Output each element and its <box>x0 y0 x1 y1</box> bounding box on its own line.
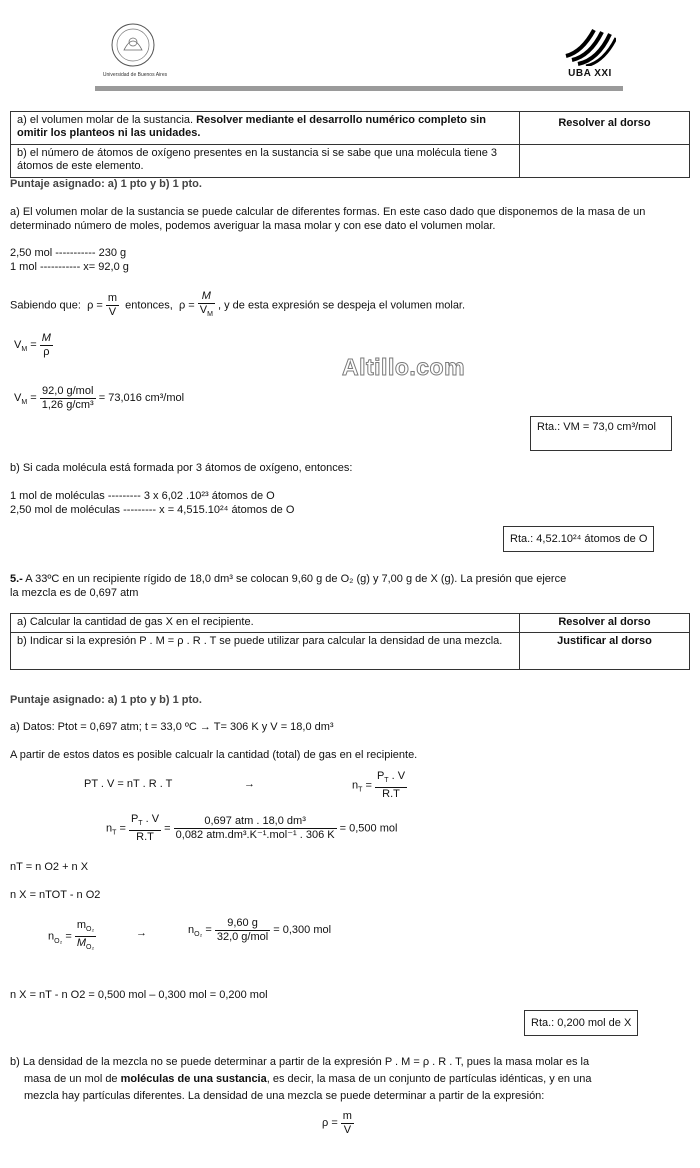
density-formula: ρ = $\frac{m}{V}$ <box>322 1109 352 1136</box>
section-a-intro: a) El volumen molar de la sustancia se puede calcular de diferentes formas. En este caso dado que disponemos de la masa de un determinado número de moles, podemos averiguar la masa molar y con ese dato el volumen molar. <box>10 206 646 232</box>
watermark: Altillo.com <box>342 354 466 380</box>
answer-box-nx: Rta.: 0,200 mol de X <box>524 1010 638 1036</box>
score-note-1: Puntaje asignado: a) 1 pto y b) 1 pto. <box>10 178 202 190</box>
table-cell-action: Resolver al dorso <box>520 112 690 145</box>
table-cell-action: Resolver al dorso <box>520 614 690 633</box>
nx-calculation: n X = nT - n O2 = 0,500 mol – 0,300 mol = 0,200 mol <box>10 989 268 1001</box>
atoms-line-2: 2,50 mol de moléculas --------- x = 4,515.10²⁴ átomos de O <box>10 504 295 516</box>
table-cell-action <box>520 145 690 178</box>
question-5-statement-cont: la mezcla es de 0,697 atm <box>10 587 139 599</box>
section-b-intro: b) Si cada molécula está formada por 3 átomos de oxígeno, entonces: <box>10 462 353 474</box>
table-cell: b) Indicar si la expresión P . M = ρ . R . T se puede utilizar para calcular la densidad de una mezcla. <box>11 633 520 670</box>
table-cell: b) el número de átomos de oxígeno presentes en la sustancia si se sabe que una molécula tiene 3 átomos de este elemento. <box>11 145 520 178</box>
moles-sum: nT = n O2 + n X <box>10 861 89 873</box>
table-row <box>11 614 690 633</box>
header-divider <box>95 86 623 91</box>
uba-seal-icon <box>110 22 156 68</box>
section-5a-intro: A partir de estos datos es posible calcualr la cantidad (total) de gas en el recipiente. <box>10 749 418 761</box>
answer-box-vm: Rta.: VM = 73,0 cm³/mol <box>530 416 672 451</box>
section-5b-line-2: masa de un mol de moléculas de una sustancia, es decir, la masa de un conjunto de partículas idénticas, y en una <box>24 1073 592 1085</box>
table-row <box>11 145 690 178</box>
density-relation: Sabiendo que: ρ = $\frac{m}{V}$ entonces, ρ = $\frac{M}{V_M}$ , y de esta expresión se despeja el volumen molar. <box>10 290 465 321</box>
vm-formula: $V_M$ = $\frac{M}{\rho}$ <box>14 331 51 358</box>
table-cell: a) el volumen molar de la sustancia. Resolver mediante el desarrollo numérico completo sin omitir los planteos ni las unidades. <box>11 112 520 145</box>
uba-xxi-mark-icon <box>562 26 616 66</box>
no2-formula: $n_{O_2}$ = $\frac{m_{O_2}}{M_{O_2}}$ <box>48 919 95 952</box>
no2-calculation: $n_{O_2}$ = $\frac{9,60 g}{\text{32,0 g/mol}}$ = 0,300 mol <box>188 916 332 943</box>
section-5b-line-3: mezcla hay partículas diferentes. La densidad de una mezcla se puede determinar a partir de la expresión: <box>24 1090 545 1102</box>
section-5b-line-1: b) La densidad de la mezcla no se puede determinar a partir de la expresión P . M = ρ . R . T, pues la masa molar es la <box>10 1056 590 1068</box>
question-table-2 <box>10 613 690 670</box>
vm-calculation: $V_M$ = $\frac{\text{92,0 g/mol}}{\text{1,26 g/cm³}}$ = 73,016 cm³/mol <box>14 384 185 411</box>
table-cell: a) Calcular la cantidad de gas X en el recipiente. <box>11 614 520 633</box>
data-line: a) Datos: Ptot = 0,697 atm; t = 33,0 ºC → T= 306 K y V = 18,0 dm³ <box>10 721 334 733</box>
university-name: Universidad de Buenos Aires <box>102 72 168 78</box>
proportion-line-2: 1 mol ----------- x= 92,0 g <box>10 261 129 273</box>
question-table-1 <box>10 111 690 178</box>
nt-formula: $n_T$ = $\frac{P_T . V}{R.T}$ <box>352 770 406 801</box>
table-row <box>11 633 690 670</box>
question-5-statement: 5.- A 33ºC en un recipiente rígido de 18,0 dm³ se colocan 9,60 g de O₂ (g) y 7,00 g de X (g). La presión que ejerce <box>10 573 567 585</box>
nx-equation: n X = nTOT - n O2 <box>10 889 101 901</box>
fraction-m-over-v: $\frac{m}{V}$ <box>107 292 118 319</box>
arrow-icon: → <box>136 927 147 939</box>
uba-xxi-logo <box>560 26 620 82</box>
table-cell-action: Justificar al dorso <box>520 633 690 670</box>
answer-box-atoms: Rta.: 4,52.10²⁴ átomos de O <box>503 526 654 552</box>
uba-logo <box>95 22 175 82</box>
proportion-line-1: 2,50 mol ----------- 230 g <box>10 247 127 259</box>
brand-name: UBA XXI <box>568 68 612 79</box>
table-row <box>11 112 690 145</box>
arrow-icon: → <box>244 778 255 790</box>
nt-calculation: $n_T$ = $\frac{P_T . V}{R.T}$ = $\frac{\text{0,697 atm . 18,0 dm³}}{\text{0,082 atm.dm³.K⁻¹.mol⁻¹ . 306 K}}$ = 0,500 mol <box>106 813 398 844</box>
atoms-line-1: 1 mol de moléculas --------- 3 x 6,02 .10²³ átomos de O <box>10 490 275 502</box>
score-note-2: Puntaje asignado: a) 1 pto y b) 1 pto. <box>10 694 202 706</box>
ideal-gas-equation: PT . V = nT . R . T <box>84 778 173 790</box>
fraction-M-over-VM: $\frac{M}{V_M}$ <box>199 290 213 319</box>
